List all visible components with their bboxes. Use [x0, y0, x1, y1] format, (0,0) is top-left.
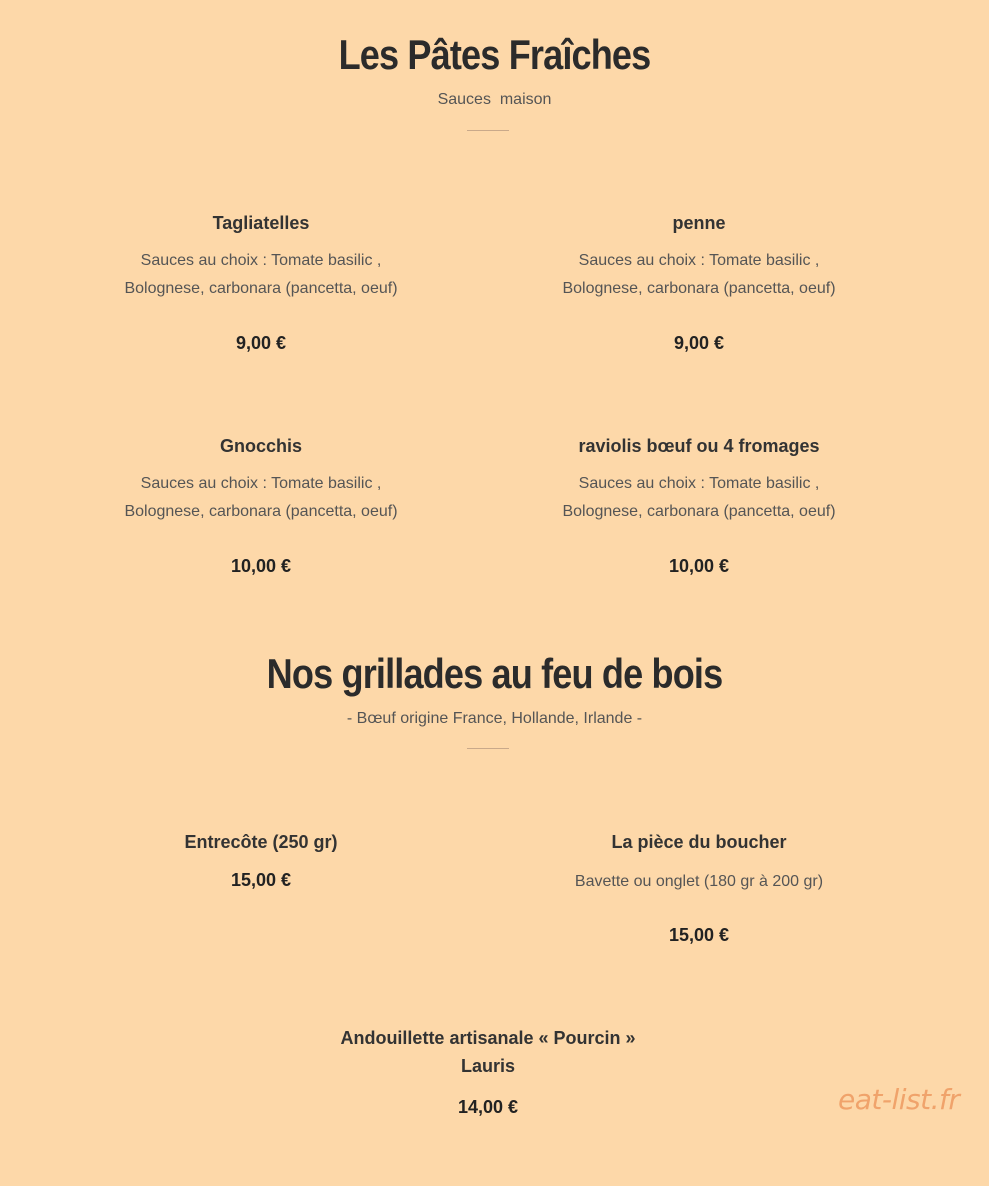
item-name: penne [672, 213, 726, 233]
item-description: Sauces au choix : Tomate basilic , Bolognese, carbonara (pancetta, oeuf) [124, 475, 398, 520]
section-title-pates: Les Pâtes Fraîches [338, 31, 651, 78]
section-subtitle-pates: Sauces maison [437, 91, 552, 108]
item-name: raviolis bœuf ou 4 fromages [578, 436, 820, 456]
item-name: Tagliatelles [212, 213, 310, 233]
item-price: 15,00 € [668, 925, 730, 945]
item-price: 10,00 € [668, 556, 730, 576]
menu-item-andouillette [318, 1024, 658, 1119]
section-subtitle-grillades: - Bœuf origine France, Hollande, Irlande - [346, 710, 643, 727]
item-description: Bavette ou onglet (180 gr à 200 gr) [574, 873, 824, 890]
item-name: Gnocchis [219, 436, 303, 456]
item-price: 10,00 € [230, 556, 292, 576]
menu-item-gnocchis [91, 432, 431, 578]
menu-item-entrecote [91, 828, 431, 892]
section-divider [467, 748, 509, 749]
item-price: 14,00 € [457, 1097, 519, 1117]
section-title-grillades: Nos grillades au feu de bois [266, 650, 723, 697]
item-name: Andouillette artisanale « Pourcin » Lauris [340, 1028, 636, 1076]
item-description: Sauces au choix : Tomate basilic , Bolognese, carbonara (pancetta, oeuf) [124, 252, 398, 297]
menu-item-tagliatelles [91, 209, 431, 355]
item-description: Sauces au choix : Tomate basilic , Bolognese, carbonara (pancetta, oeuf) [562, 475, 836, 520]
item-price: 9,00 € [235, 333, 287, 353]
item-name: La pièce du boucher [611, 832, 787, 852]
menu-item-piece-du-boucher [529, 828, 869, 947]
item-price: 15,00 € [230, 870, 292, 890]
item-price: 9,00 € [673, 333, 725, 353]
watermark-logo: eat-list.fr [838, 1083, 960, 1116]
section-divider [467, 130, 509, 131]
item-description: Sauces au choix : Tomate basilic , Bolognese, carbonara (pancetta, oeuf) [562, 252, 836, 297]
menu-item-penne [529, 209, 869, 355]
menu-item-raviolis [529, 432, 869, 578]
item-name: Entrecôte (250 gr) [184, 832, 338, 852]
